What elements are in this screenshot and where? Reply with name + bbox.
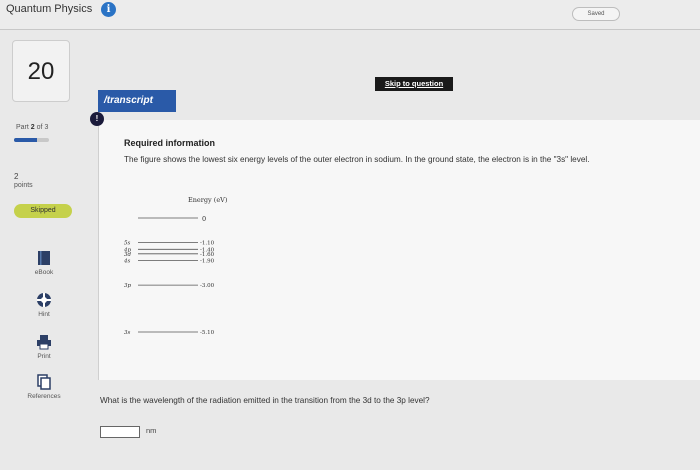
points-value: 2 [14,172,19,181]
energy-zero-label: 0 [202,215,207,223]
energy-levels [123,241,215,336]
hint-button[interactable] [14,292,74,332]
required-info-heading: Required information [124,138,216,148]
documents-icon [36,374,52,390]
points-label: points [14,182,33,189]
app-title: Quantum Physics [6,3,93,15]
level-label-4s: 4s [124,258,131,265]
info-icon[interactable]: i [101,2,116,17]
level-value-3d: -1.60 [200,251,215,258]
energy-axis-label: Energy (eV) [188,196,228,204]
energy-level-diagram [122,190,262,350]
print-button[interactable] [14,334,74,374]
level-value-5s: -1.10 [200,240,215,247]
level-value-3s: -5.10 [200,330,215,336]
level-value-4p: -1.40 [200,247,215,254]
alert-icon: ! [90,112,104,126]
printer-icon [36,334,52,350]
part-progress-bar [14,138,49,142]
part-current: 2 [30,124,35,131]
top-bar [0,0,700,30]
part-progress-fill [14,138,37,142]
answer-input[interactable] [100,426,140,438]
level-label-3s: 3s [124,330,131,336]
level-label-3d: 3d [124,251,132,258]
skip-to-question-link[interactable]: Skip to question [375,77,453,91]
ebook-button[interactable] [14,250,74,290]
book-icon [37,250,51,266]
transcript-tab[interactable]: /transcript [98,90,176,112]
question-number: 20 [12,40,70,102]
references-button[interactable] [14,374,74,414]
lifebuoy-icon [36,292,52,308]
ebook-label: eBook [34,269,54,276]
required-info-text: The figure shows the lowest six energy levels of the outer electron in sodium. In the ground state, the electron is in the "3s" level. [124,155,590,164]
level-label-3p: 3p [124,283,132,290]
hint-label: Hint [38,311,50,318]
part-indicator [16,124,48,131]
references-label: References [27,393,61,400]
answer-unit: nm [146,426,157,435]
print-label: Print [37,353,51,360]
skipped-status-badge: Skipped [14,204,72,218]
saved-status-badge: Saved [572,7,620,21]
part-prefix: Part [16,124,29,131]
level-value-4s: -1.90 [200,258,215,265]
part-total: of 3 [36,124,49,131]
question-text: What is the wavelength of the radiation emitted in the transition from the 3d to the 3p level? [100,396,430,405]
level-label-4p: 4p [124,247,132,254]
level-value-3p: -3.00 [200,283,215,290]
level-label-5s: 5s [124,240,131,247]
